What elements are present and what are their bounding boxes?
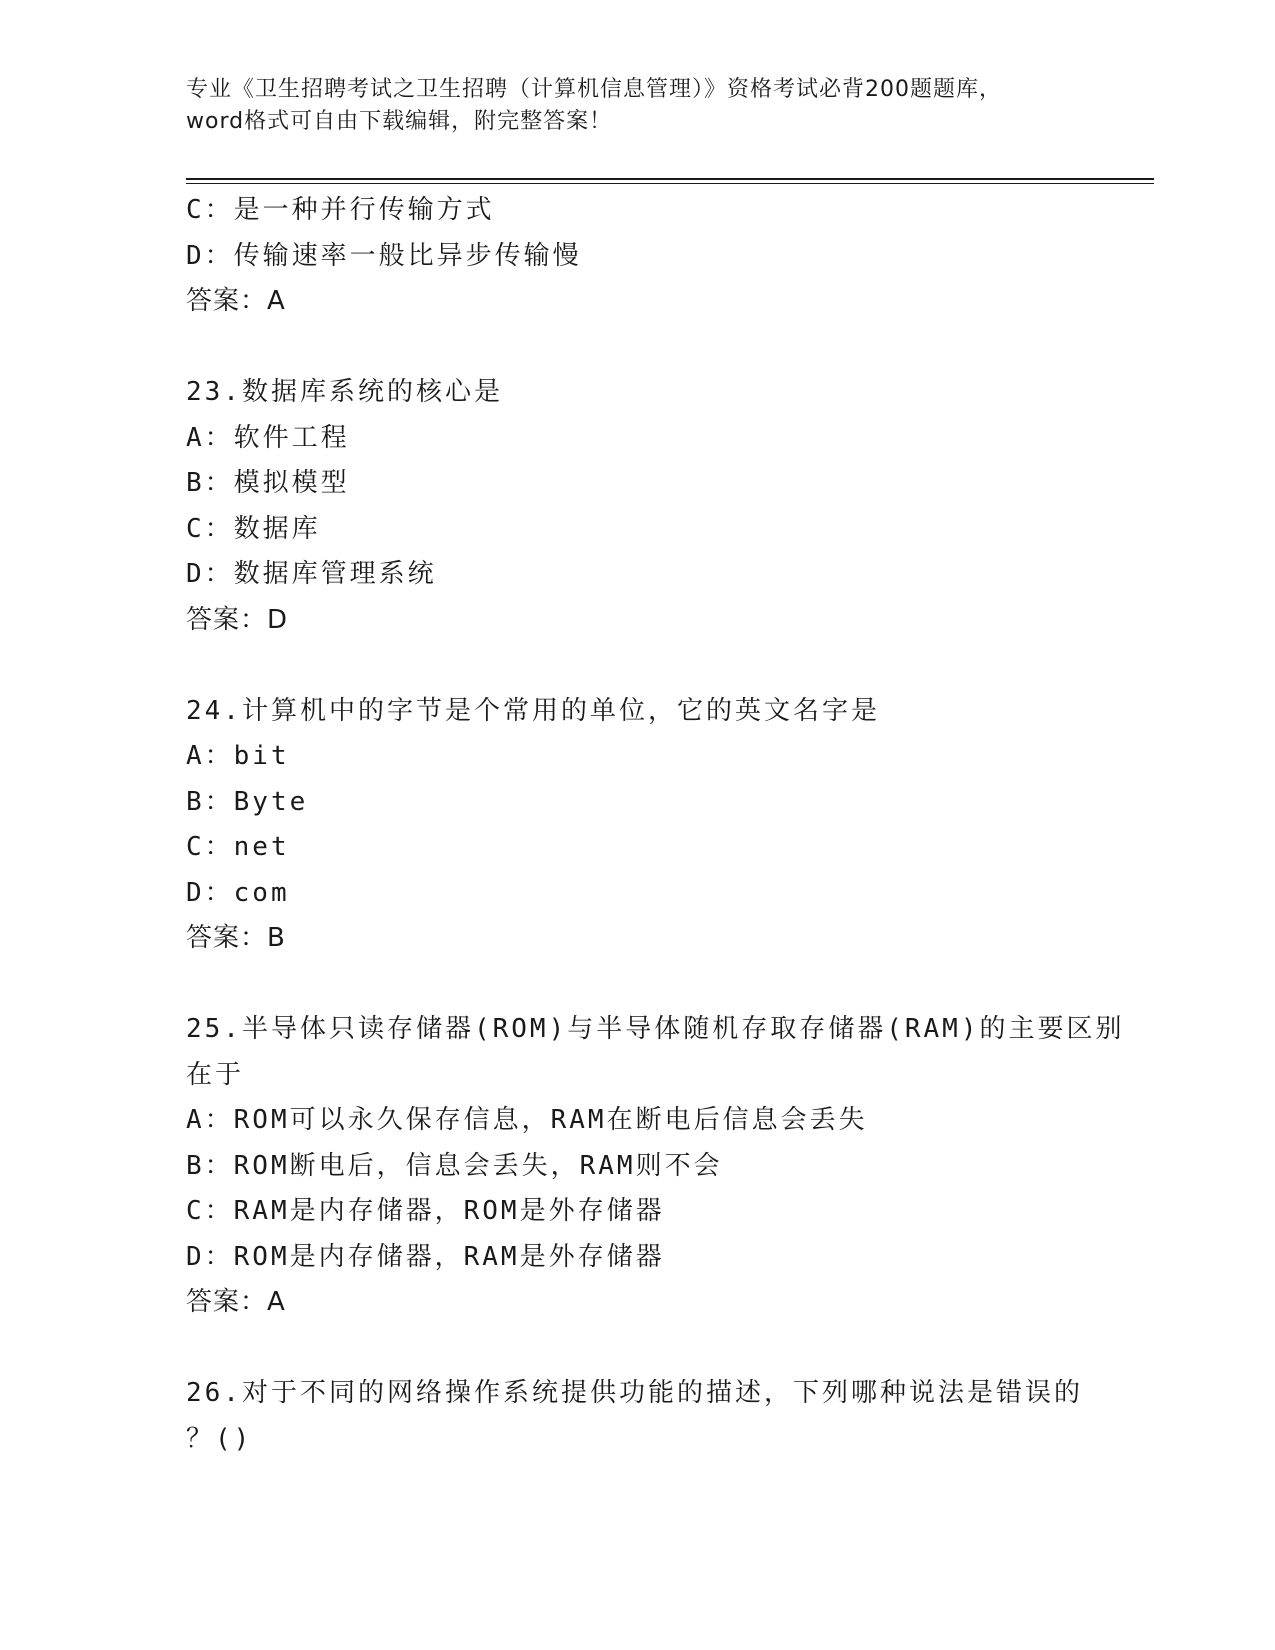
page-header [186, 74, 1066, 138]
spacer [186, 325, 1086, 371]
answer-line: 答案：A [186, 286, 286, 316]
option-a: A：软件工程 [186, 422, 350, 453]
option-c: C：数据库 [186, 513, 321, 544]
header-divider-thin [186, 183, 1154, 184]
option-c: C：RAM是内存储器，ROM是外存储器 [186, 1196, 665, 1226]
question-text-line-2: ？() [186, 1423, 253, 1454]
option-a: A：ROM可以永久保存信息，RAM在断电后信息会丢失 [186, 1105, 868, 1135]
question-text-line-2: 在于 [186, 1059, 245, 1090]
answer-line: 答案：D [186, 604, 289, 635]
answer-line: 答案：A [186, 1287, 286, 1317]
question-22-continued [186, 188, 1086, 325]
option-c: C：net [186, 832, 290, 862]
question-list [186, 188, 1125, 1462]
header-line-1: 专业《卫生招聘考试之卫生招聘（计算机信息管理）》资格考试必背200题题库， [186, 77, 1002, 102]
question-text: 23.数据库系统的核心是 [186, 377, 503, 407]
spacer [186, 962, 1086, 1008]
option-a: A：bit [186, 741, 290, 771]
question-24 [186, 689, 1086, 962]
question-text-line-1: 26.对于不同的网络操作系统提供功能的描述，下列哪种说法是错误的 [186, 1378, 1083, 1408]
option-d: D：com [186, 877, 290, 908]
option-d: D：传输速率一般比异步传输慢 [186, 240, 582, 271]
header-line-2: word格式可自由下载编辑，附完整答案！ [186, 109, 613, 134]
spacer [186, 1326, 1086, 1372]
header-divider-thick [186, 178, 1154, 180]
question-text-line-1: 25.半导体只读存储器(ROM)与半导体随机存取存储器(RAM)的主要区别 [186, 1014, 1125, 1044]
option-b: B：Byte [186, 786, 309, 817]
option-c: C：是一种并行传输方式 [186, 195, 495, 225]
question-text: 24.计算机中的字节是个常用的单位，它的英文名字是 [186, 695, 880, 726]
option-d: D：ROM是内存储器，RAM是外存储器 [186, 1241, 665, 1272]
question-23 [186, 370, 1086, 643]
option-d: D：数据库管理系统 [186, 559, 437, 589]
question-25 [186, 1007, 1125, 1326]
answer-line: 答案：B [186, 923, 286, 953]
question-26 [186, 1371, 1086, 1462]
spacer [186, 643, 1086, 689]
option-b: B：ROM断电后，信息会丢失，RAM则不会 [186, 1150, 723, 1181]
option-b: B：模拟模型 [186, 468, 350, 498]
